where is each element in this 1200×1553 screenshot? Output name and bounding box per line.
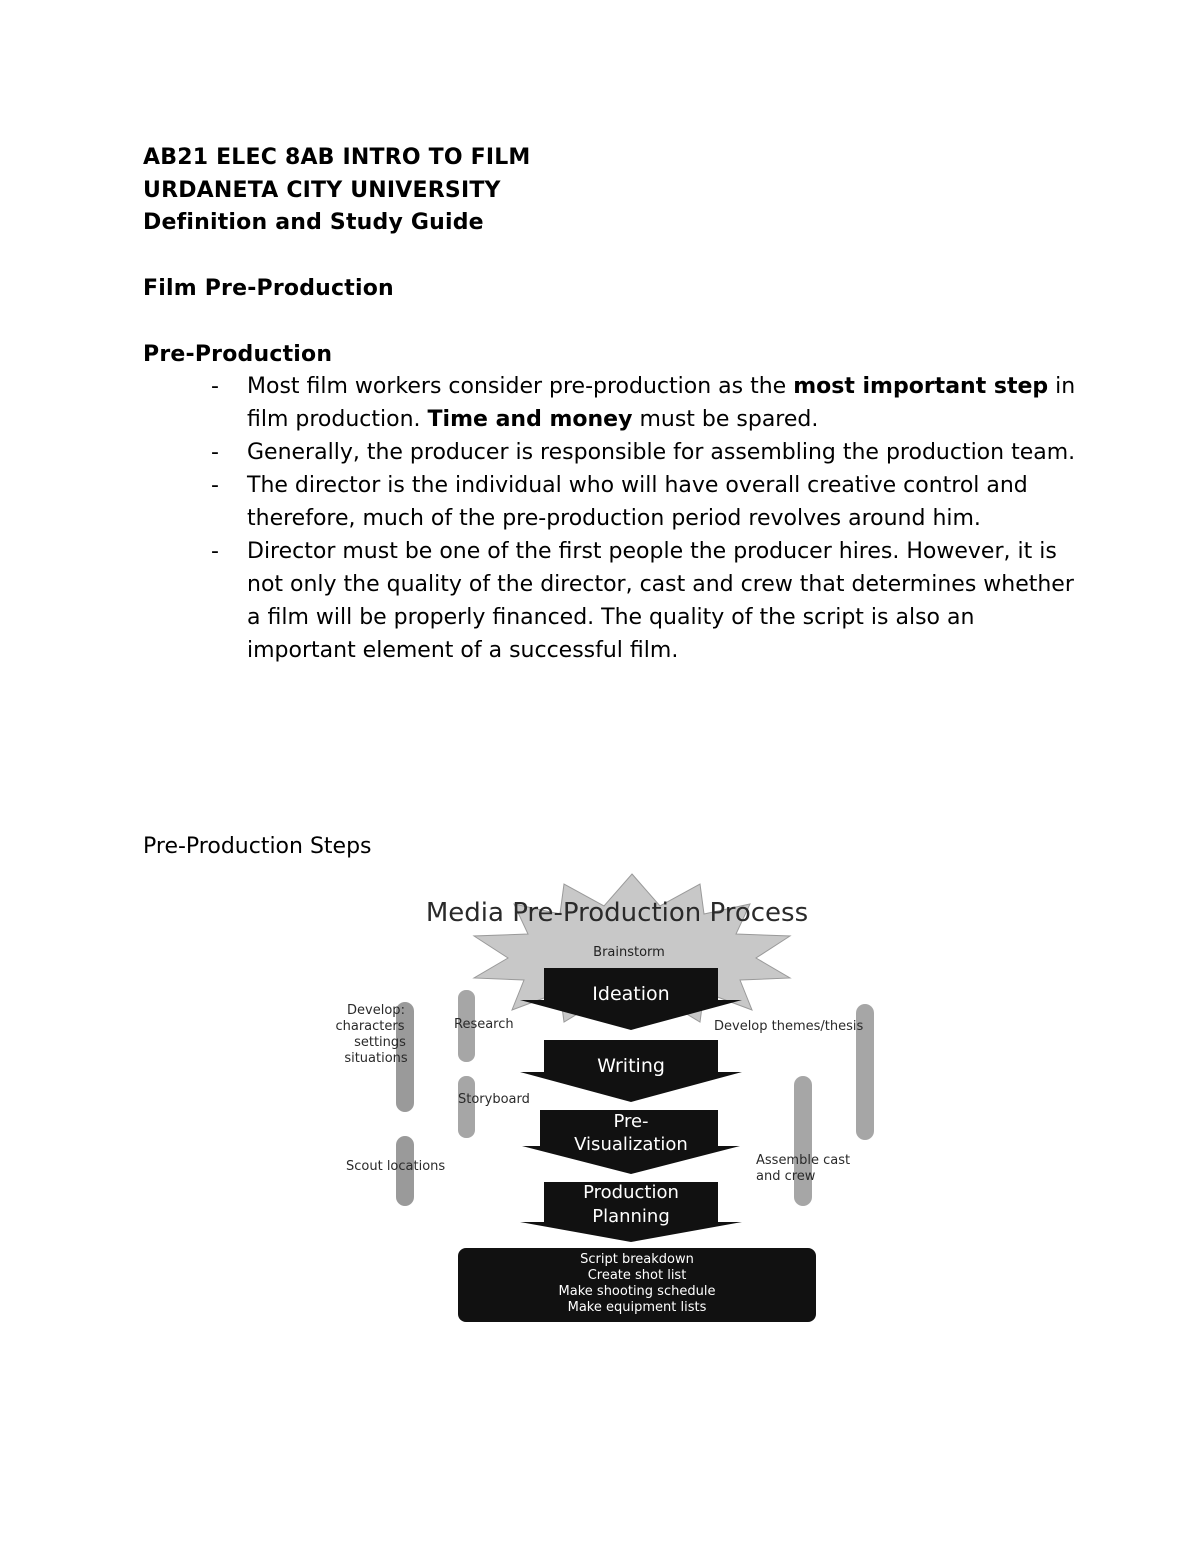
final-task-4: Make equipment lists xyxy=(567,1300,707,1315)
assemble-vertical-bar xyxy=(794,1076,812,1206)
pre-production-bullet-list xyxy=(143,370,1083,667)
label-characters: characters xyxy=(335,1019,405,1034)
label-storyboard: Storyboard xyxy=(458,1092,530,1107)
diagram-title: Media Pre-Production Process xyxy=(425,898,809,928)
bold-phrase-most-important-step: most important step xyxy=(793,374,1049,399)
subsection-title: Pre-Production xyxy=(143,342,333,367)
university-name: URDANETA CITY UNIVERSITY xyxy=(143,178,501,203)
steps-label: Pre-Production Steps xyxy=(143,834,372,859)
course-title: AB21 ELEC 8AB INTRO TO FILM xyxy=(143,145,531,170)
label-assemble-cast: Assemble cast xyxy=(756,1153,851,1168)
bullet-item-1: - Most film workers consider pre-production as the most important step in film production. Time and money must be spared. xyxy=(143,370,1083,436)
stage-writing: Writing xyxy=(597,1055,665,1077)
label-situations: situations xyxy=(344,1051,408,1066)
bullet-dash: - xyxy=(211,539,219,564)
stage-ideation: Ideation xyxy=(592,983,670,1005)
final-task-2: Create shot list xyxy=(587,1268,687,1283)
label-settings: settings xyxy=(354,1035,406,1050)
bullet-dash: - xyxy=(211,374,219,399)
brainstorm-label: Brainstorm xyxy=(593,945,665,960)
label-research: Research xyxy=(454,1017,514,1032)
final-task-3: Make shooting schedule xyxy=(558,1284,716,1299)
stage-production: Production xyxy=(583,1182,679,1203)
bullet-dash: - xyxy=(211,440,219,465)
pre-production-process-diagram xyxy=(320,870,945,1330)
stage-planning: Planning xyxy=(592,1206,670,1227)
bullet-dash: - xyxy=(211,473,219,498)
document-subtitle: Definition and Study Guide xyxy=(143,210,484,235)
bold-phrase-time-and-money: Time and money xyxy=(427,407,633,432)
label-develop: Develop: xyxy=(347,1003,405,1018)
section-title: Film Pre-Production xyxy=(143,276,394,301)
label-develop-themes: Develop themes/thesis xyxy=(714,1019,864,1034)
storyboard-vertical-bar xyxy=(458,1076,475,1138)
stage-visualization: Visualization xyxy=(574,1134,688,1155)
label-scout-locations: Scout locations xyxy=(346,1159,446,1174)
final-task-1: Script breakdown xyxy=(580,1252,694,1267)
bullet-item-4: - Director must be one of the first people the producer hires. However, it is not only the quality of the director, cast and crew that determines whether a film will be properly financed. The quality of the script is also an important element of a successful film. xyxy=(143,535,1083,667)
stage-pre: Pre- xyxy=(613,1111,649,1132)
bullet-item-2: - Generally, the producer is responsible for assembling the production team. xyxy=(143,436,1083,469)
label-and-crew: and crew xyxy=(756,1169,816,1184)
bullet-item-3: - The director is the individual who will have overall creative control and therefore, much of the pre-production period revolves around him. xyxy=(143,469,1083,535)
